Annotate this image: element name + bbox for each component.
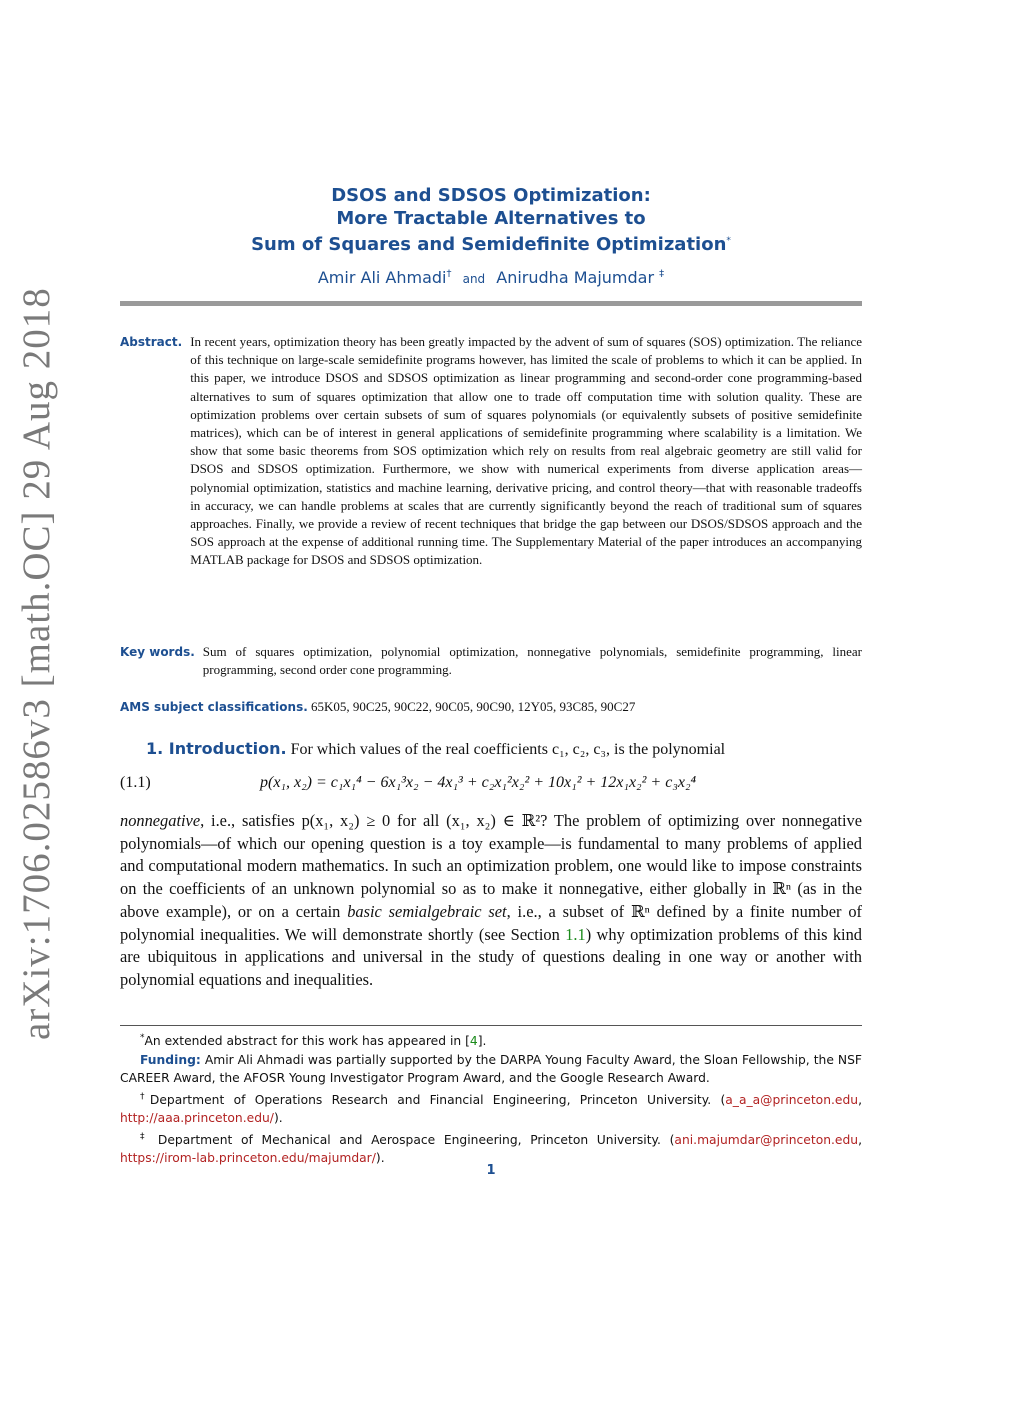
footnote-3-mark: ‡ [140, 1131, 150, 1142]
introduction-lead-text: For which values of the real coefficients c₁, c₂, c₃, is the polynomial [290, 741, 726, 758]
footnote-1 [120, 1029, 862, 1051]
title-line-3-text: Sum of Squares and Semidefinite Optimization [251, 234, 727, 255]
footnote-3-sep: , [858, 1132, 863, 1147]
arxiv-identifier: arXiv:1706.02586v3 [math.OC] 29 Aug 2018 [15, 287, 58, 1040]
term-basic-semialgebraic-set: basic semialgebraic set [347, 901, 507, 921]
footnote-3-end: ). [375, 1151, 385, 1166]
paper-title [120, 184, 862, 256]
funding-label: Funding: [140, 1052, 201, 1067]
author-list [120, 268, 862, 287]
keywords-text: Sum of squares optimization, polynomial optimization, nonnegative polynomials, semidefinite programming, linear programming, second order cone programming. [202, 644, 862, 678]
url-link-ahmadi[interactable]: http://aaa.princeton.edu/ [120, 1111, 274, 1126]
footnote-3-text: Department of Mechanical and Aerospace Engineering, Princeton University. ( [149, 1132, 675, 1147]
abstract-text: In recent years, optimization theory has been greatly impacted by the advent of sum of squares (SOS) optimization. The reliance of this technique on large-scale semidefinite programs however, has limited the scale of problems to which it can be applied. In this paper, we introduce DSOS and SDSOS optimization as linear programming and second-order cone programming-based alternatives to sum of squares optimization that allow one to trade off computation time with solution quality. These are optimization problems over certain subsets of sum of squares polynomials (or equivalently subsets of positive semidefinite matrices), which can be of interest in general applications of semidefinite programming where scalability is a limitation. We show that some basic theorems from SOS optimization which rely on results from real algebraic geometry are still valid for DSOS and SDSOS optimization. Furthermore, we show with numerical experiments from diverse application areas—polynomial optimization, statistics and machine learning, derivative pricing, and control theory—that with reasonable tradeoffs in accuracy, we can handle problems at scales that are currently significantly beyond the reach of traditional sum of squares approaches. Finally, we provide a review of recent techniques that bridge the gap between our DSOS/SDSOS approach and the SOS approach at the expense of additional running time. The Supplementary Material of the paper introduces an accompanying MATLAB package for DSOS and SDSOS optimization. [190, 334, 862, 568]
footnote-rule [120, 1025, 862, 1026]
ams-classifications [120, 699, 862, 715]
abstract [120, 333, 862, 570]
footnote-2-text: Department of Operations Research and Financial Engineering, Princeton University. ( [149, 1092, 726, 1107]
title-line-3 [120, 230, 862, 256]
footnote-3 [120, 1128, 862, 1168]
footnote-2-sep: , [858, 1092, 862, 1107]
abstract-label: Abstract. [120, 335, 183, 349]
equation-number: (1.1) [120, 774, 151, 791]
paragraph-part-1: , i.e., satisfies p(x₁, x₂) ≥ 0 for all (x₁, x₂) ∈ ℝ²? The problem of optimizing over nonnegative polynomials—of which our opening question is a toy example—is fundamental to many problems of applied and computational modern mathematics. In such an optimization problem, one would like to impose constraints on the coefficients of an unknown polynomial so as to make it nonnegative, either globally in ℝⁿ (as in the above example), or on a certain [120, 811, 862, 921]
ams-text: 65K05, 90C25, 90C22, 90C05, 90C90, 12Y05, 93C85, 90C27 [311, 699, 636, 714]
email-link-ahmadi[interactable]: a_a_a@princeton.edu [725, 1092, 859, 1107]
footnote-2-mark: † [140, 1091, 150, 1102]
author-2: Anirudha Majumdar [496, 268, 655, 287]
citation-link[interactable]: 4 [469, 1034, 478, 1049]
introduction-lead [120, 738, 862, 762]
funding-note [120, 1051, 862, 1088]
title-rule [120, 301, 862, 306]
url-link-majumdar[interactable]: https://irom-lab.princeton.edu/majumdar/ [120, 1151, 376, 1166]
footnote-1-mark: * [140, 1033, 145, 1043]
authors-and: and [462, 272, 486, 286]
page-number: 1 [486, 1163, 496, 1178]
author-2-mark: ‡ [659, 268, 665, 280]
footnotes [120, 1029, 862, 1168]
keywords-label: Key words. [120, 645, 195, 659]
introduction-paragraph [120, 810, 862, 992]
paragraph-part-2: , i.e., a subset of ℝⁿ defined by a finite number of polynomial inequalities. We will demonstrate shortly (see Section [120, 901, 862, 944]
author-1: Amir Ali Ahmadi [317, 268, 447, 287]
keywords [120, 643, 862, 679]
author-1-mark: † [446, 268, 452, 280]
footnote-2 [120, 1088, 862, 1128]
term-nonnegative: nonnegative [120, 811, 201, 830]
email-link-majumdar[interactable]: ani.majumdar@princeton.edu [674, 1132, 859, 1147]
title-footnote-marker: * [726, 236, 731, 246]
footnote-1-end: ]. [477, 1034, 487, 1049]
section-ref-link[interactable]: 1.1 [565, 924, 586, 944]
title-line-1: DSOS and SDSOS Optimization: [331, 185, 651, 206]
ams-label: AMS subject classifications. [120, 700, 308, 714]
footnote-1-text: An extended abstract for this work has appeared in [ [144, 1034, 470, 1049]
title-line-2: More Tractable Alternatives to [336, 208, 646, 229]
introduction-heading: 1. Introduction. [146, 739, 287, 758]
funding-text: Amir Ali Ahmadi was partially supported by the DARPA Young Faculty Award, the Sloan Fellowship, the NSF CAREER Award, the AFOSR Young Investigator Program Award, and the Google Research Award. [120, 1052, 862, 1086]
equation-body: p(x₁, x₂) = c₁x₁⁴ − 6x₁³x₂ − 4x₁³ + c₂x₁²x₂² + 10x₁² + 12x₁x₂² + c₃x₂⁴ [260, 774, 697, 791]
paragraph-part-3: ) why optimization problems of this kind are ubiquitous in applications and universal in the study of questions dealing in one way or another with polynomial equations and inequalities. [120, 924, 862, 989]
footnote-2-end: ). [273, 1111, 283, 1126]
